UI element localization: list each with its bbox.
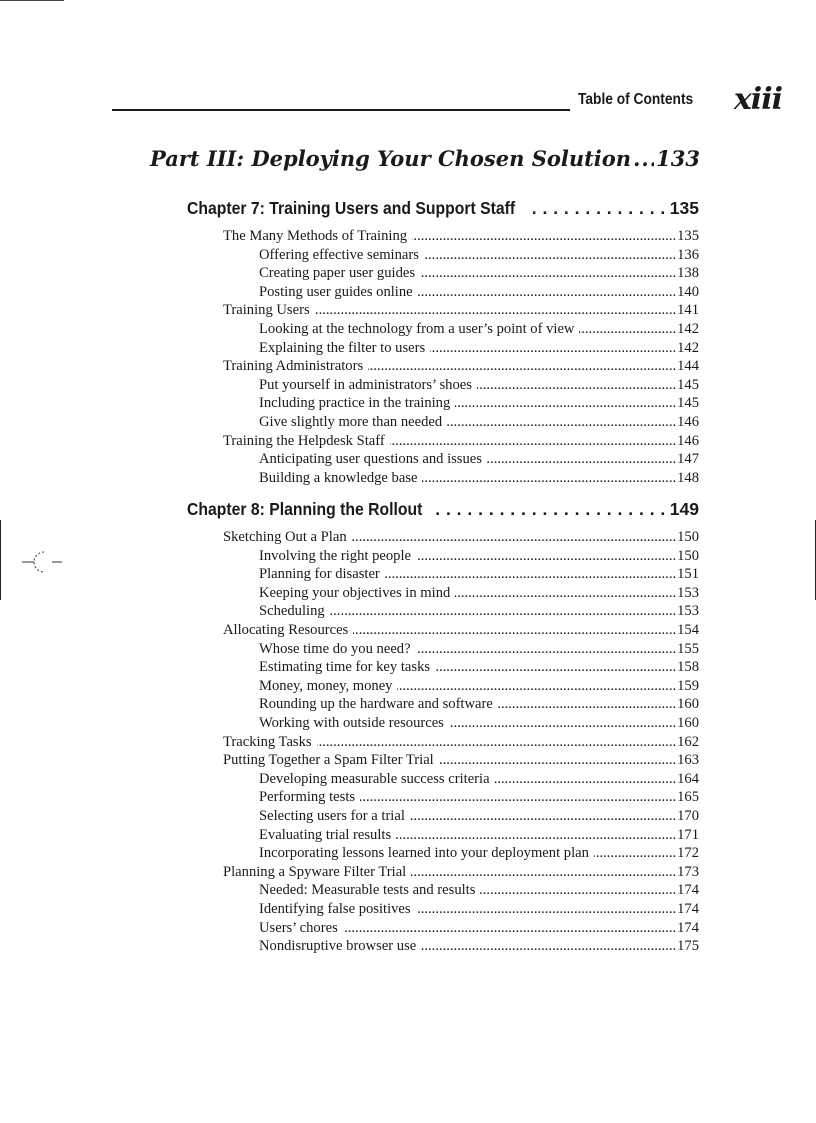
toc-entry-title: Training Users (223, 302, 310, 319)
registration-mark-icon (20, 548, 64, 576)
page-number: xiii (733, 82, 782, 117)
toc-entry (259, 602, 699, 621)
toc-entry-title: Developing measurable success criteria (259, 770, 490, 787)
leader-dots (360, 788, 676, 807)
toc-entry-title: Needed: Measurable tests and results (259, 882, 476, 899)
toc-entry-title: Looking at the technology from a user’s point of view (259, 321, 575, 337)
part-leader-dots (633, 146, 654, 171)
toc-entry-title: Training Administrators (223, 358, 364, 375)
toc-entry (259, 320, 699, 339)
toc-entry (223, 863, 699, 882)
toc-entry (223, 528, 699, 547)
toc-entry (223, 357, 699, 376)
toc-entry-page: 145 (677, 376, 699, 393)
toc-entry-title: Training the Helpdesk Staff (223, 432, 385, 449)
chapter-leader-dots (532, 198, 666, 219)
leader-dots (411, 863, 676, 882)
leader-dots (579, 320, 676, 339)
toc-entry (259, 376, 699, 395)
leader-dots (412, 227, 676, 246)
leader-dots (330, 602, 676, 621)
toc-entry-title: Users’ chores (259, 919, 338, 936)
toc-entry-title: Building a knowledge base (259, 469, 418, 486)
leader-dots (410, 807, 676, 826)
toc-entry-title: Sketching Out a Plan (223, 529, 347, 545)
toc-entry (259, 640, 699, 659)
leader-dots (435, 658, 676, 677)
leader-dots (477, 376, 676, 395)
toc-entry-title: Money, money, money (259, 677, 393, 694)
leader-dots (418, 283, 676, 302)
toc-entry-page: 150 (677, 529, 699, 545)
toc-entry-title: Involving the right people (259, 547, 411, 564)
toc-entry-title: Planning for disaster (259, 566, 380, 583)
toc-entry-title: Put yourself in administrators’ shoes (259, 376, 472, 393)
toc-entry-title: Posting user guides online (259, 283, 413, 300)
toc-entry-title: Allocating Resources (223, 622, 349, 638)
toc-entry (259, 283, 699, 302)
leader-dots (422, 469, 676, 488)
toc-entry-title: Keeping your objectives in mind (259, 584, 451, 601)
toc-entry (259, 937, 699, 956)
leader-dots (455, 394, 676, 413)
toc-entry-page: 165 (677, 789, 699, 806)
leader-dots (424, 246, 676, 265)
toc-entry (223, 751, 699, 770)
leader-dots (430, 339, 676, 358)
toc-entry-title: Whose time do you need? (259, 640, 411, 657)
toc-entry-page: 150 (677, 547, 699, 564)
toc-entry-page: 145 (677, 395, 699, 412)
leader-dots (352, 528, 676, 547)
leader-dots (368, 357, 676, 376)
running-header-title: Table of Contents (578, 91, 694, 108)
leader-dots (594, 844, 676, 863)
leader-dots (449, 714, 676, 733)
toc-entry-title: Selecting users for a trial (259, 808, 405, 824)
leader-dots (385, 565, 676, 584)
chapter-leader-dots (429, 499, 666, 520)
toc-entry-page: 170 (677, 808, 699, 824)
toc-entry-title: Give slightly more than needed (259, 414, 443, 430)
toc-entry-page: 140 (677, 283, 699, 300)
toc-entry-title: Including practice in the training (259, 395, 451, 412)
toc-entry-title: Performing tests (259, 789, 356, 806)
toc-entry-title: Offering effective seminars (259, 246, 419, 263)
leader-dots (343, 919, 676, 938)
toc-entry-page: 144 (677, 358, 699, 375)
leader-dots (421, 937, 676, 956)
toc-entry (223, 733, 699, 752)
toc-entry-page: 138 (677, 265, 699, 282)
leader-dots (439, 751, 676, 770)
toc-entry-title: Explaining the filter to users (259, 339, 426, 356)
leader-dots (447, 413, 676, 432)
leader-dots (416, 640, 677, 659)
toc-entry-title: Planning a Spyware Filter Trial (223, 863, 407, 880)
toc-entry (259, 900, 699, 919)
toc-entry-page: 142 (677, 339, 699, 356)
toc-entry (259, 339, 699, 358)
chapter-heading (187, 198, 699, 222)
toc-entry-page: 164 (677, 770, 699, 787)
toc-entry-page: 174 (677, 901, 699, 917)
toc-entry (259, 584, 699, 603)
leader-dots (315, 301, 676, 320)
leader-dots (390, 432, 676, 451)
toc-entry-title: The Many Methods of Training (223, 228, 408, 244)
toc-entry-page: 142 (677, 321, 699, 337)
leader-dots (416, 547, 676, 566)
toc-entry (259, 881, 699, 900)
toc-entry (223, 227, 699, 246)
toc-entry-page: 146 (677, 414, 699, 430)
leader-dots (317, 733, 677, 752)
toc-entry-title: Anticipating user questions and issues (259, 451, 482, 468)
toc-entry-page: 175 (677, 938, 699, 955)
toc-entry-page: 151 (677, 566, 699, 583)
toc-entry-page: 146 (677, 432, 699, 449)
toc-entry-page: 141 (677, 302, 699, 319)
toc-entry-page: 162 (677, 733, 699, 750)
toc-entry-page: 153 (677, 603, 699, 620)
toc-entry (259, 807, 699, 826)
part-title: Part III: Deploying Your Chosen Solution (150, 146, 632, 171)
chapter-page: 149 (669, 499, 699, 519)
toc-entry-page: 159 (677, 677, 699, 694)
running-header (112, 82, 782, 117)
toc-entry-page: 160 (677, 715, 699, 731)
leader-dots (498, 695, 676, 714)
crop-mark-top-left (0, 0, 64, 1)
toc-entry-title: Scheduling (259, 603, 325, 620)
toc-entry-page: 174 (677, 919, 699, 936)
toc-entry-title: Identifying false positives (259, 901, 411, 917)
leader-dots (495, 770, 677, 789)
toc-entry-page: 158 (677, 659, 699, 676)
toc-entry-page: 135 (677, 228, 699, 244)
toc-entry-page: 160 (677, 696, 699, 713)
toc-entry-page: 148 (677, 469, 699, 486)
header-rule (112, 109, 570, 111)
leader-dots (420, 264, 676, 283)
toc-entry (259, 658, 699, 677)
toc-entry-title: Evaluating trial results (259, 826, 392, 843)
toc-entry-title: Nondisruptive browser use (259, 938, 417, 955)
toc-entry-page: 174 (677, 882, 699, 899)
toc-entry-title: Rounding up the hardware and software (259, 696, 493, 713)
toc-entry-title: Creating paper user guides (259, 265, 416, 282)
toc-entry-page: 153 (677, 584, 699, 601)
toc-entry (259, 844, 699, 863)
leader-dots (416, 900, 677, 919)
toc-entry (259, 770, 699, 789)
toc-entry-page: 172 (677, 845, 699, 862)
crop-mark-left (0, 520, 1, 600)
toc-entry (259, 547, 699, 566)
toc-entry-title: Tracking Tasks (223, 733, 312, 750)
toc-entry (223, 301, 699, 320)
chapter-title: Chapter 7: Training Users and Support Staff (187, 198, 516, 218)
toc-entry (259, 919, 699, 938)
part-page: 133 (656, 146, 700, 171)
toc-entry (259, 826, 699, 845)
toc-entry (223, 432, 699, 451)
toc-entry (259, 413, 699, 432)
toc-entry-page: 173 (677, 863, 699, 880)
toc-entry-title: Working with outside resources (259, 715, 444, 731)
leader-dots (487, 450, 676, 469)
chapter-title: Chapter 8: Planning the Rollout (187, 499, 423, 519)
toc-entry-page: 154 (677, 622, 699, 638)
toc-entry-page: 136 (677, 246, 699, 263)
toc-entry-page: 163 (677, 752, 699, 769)
leader-dots (455, 584, 676, 603)
toc-entry (259, 264, 699, 283)
leader-dots (480, 881, 676, 900)
leader-dots (397, 677, 676, 696)
toc-entry-page: 155 (677, 640, 699, 657)
toc-entry (259, 677, 699, 696)
toc-entry (259, 394, 699, 413)
toc-entry-page: 171 (677, 826, 699, 843)
toc-entry (259, 565, 699, 584)
leader-dots (396, 826, 676, 845)
toc-entry-page: 147 (677, 451, 699, 468)
toc-entry-title: Estimating time for key tasks (259, 659, 431, 676)
toc-entry (259, 714, 699, 733)
toc-entry-title: Putting Together a Spam Filter Trial (223, 752, 434, 769)
toc-entry-title: Incorporating lessons learned into your deployment plan (259, 845, 589, 862)
toc-entry (223, 621, 699, 640)
toc-entry (259, 246, 699, 265)
part-heading (150, 146, 700, 180)
chapter-heading (187, 499, 699, 523)
toc-entry (259, 788, 699, 807)
toc-entry (259, 450, 699, 469)
leader-dots (353, 621, 676, 640)
toc-entry (259, 469, 699, 488)
chapter-page: 135 (669, 198, 699, 218)
toc-entry (259, 695, 699, 714)
